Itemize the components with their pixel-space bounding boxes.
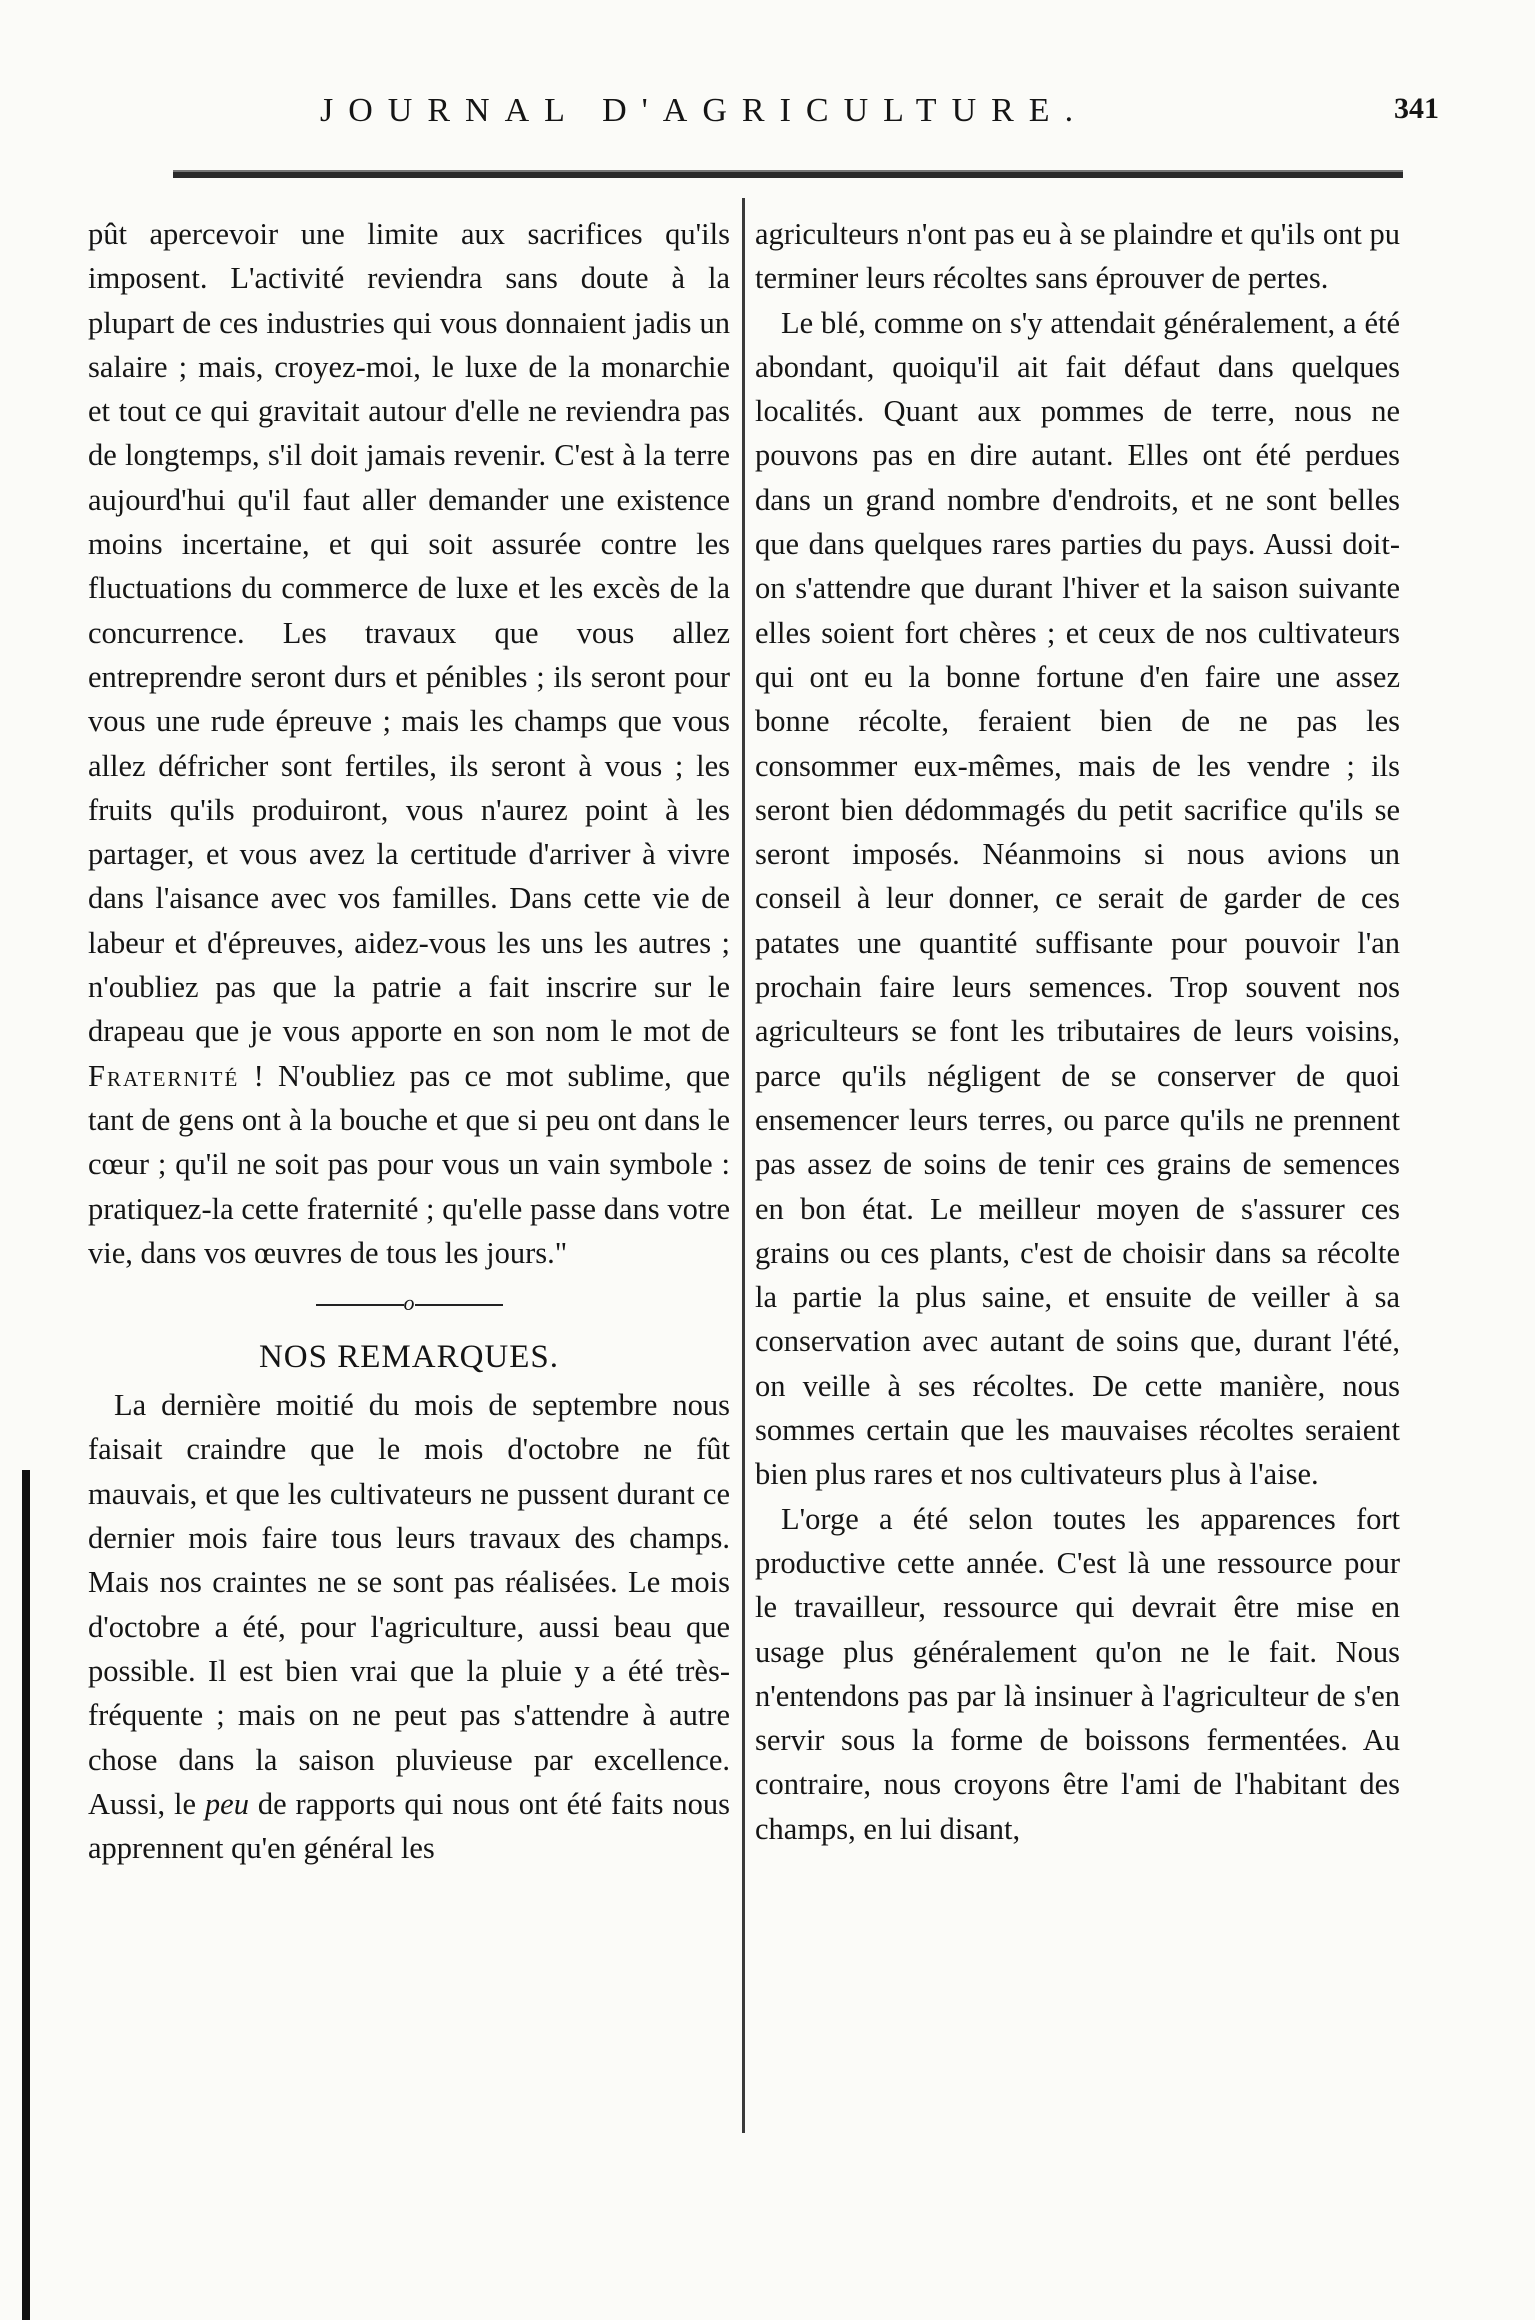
divider-line-left	[316, 1304, 404, 1306]
remarques-text-part2: de rapports qui nous ont été faits nous apprennent qu'en général les	[88, 1786, 731, 1866]
paragraph-orge: L'orge a été selon toutes les apparences fort productive cette année. C'est là une ressource pour le travailleur, ressource qui devrait être mise en usage plus généralement qu'on ne le fait. Nous n'entendons pas par là insinuer à l'agriculteur de s'en servir sous la forme de boissons fermentées. Au contraire, nous croyons être l'ami de l'habitant des champs, en lui disant,	[755, 1501, 1400, 1846]
letter-text-part1: pût apercevoir une limite aux sacrifices qu'ils imposent. L'activité reviendra sans doute à la plupart de ces industries qui vous donnaient jadis un salaire ; mais, croyez-moi, le luxe de la monarchie et tout ce qui gravitait autour d'elle ne reviendra pas de longtemps, s'il doit jamais revenir. C'est à la terre aujourd'hui qu'il faut aller demander une existence moins incertaine, et qui soit assurée contre les fluctuations du commerce de luxe et les excès de la concurrence. Les travaux que vous allez entreprendre seront durs et pénibles ; ils seront pour vous une rude épreuve ; mais les champs que vous allez défricher sont fertiles, ils seront à vous ; les fruits qu'ils produiront, vous n'aurez point à les partager, et vous avez la certitude d'arriver à vivre dans l'aisance avec vos familles. Dans cette vie de labeur et d'épreuves, aidez-vous les uns les autres ; n'oubliez pas que la patrie a fait inscrire sur le drapeau que je vous apporte en son nom le mot de	[88, 217, 730, 1049]
remarques-emphasis: peu	[204, 1786, 249, 1821]
section-heading: NOS REMARQUES.	[258, 1339, 560, 1376]
paragraph-ble: Le blé, comme on s'y attendait généralement, a été abondant, quoiqu'il ait fait défaut dans quelques localités. Quant aux pommes de terre, nous ne pouvons pas en dire autant. Elles ont été perdues dans un grand nombre d'endroits, et ne sont belles que dans quelques rares parties du pays. Aussi doit-on s'attendre que durant l'hiver et la saison suivante elles soient fort chères ; et ceux de nos cultivateurs qui ont eu la bonne fortune d'en faire une assez bonne récolte, feraient bien de ne pas les consommer eux-mêmes, mais de les vendre ; ils seront bien dédommagés du petit sacrifice qu'ils se seront imposés. Néanmoins si nous avions un conseil à leur donner, ce serait de garder de ces patates une quantité suffisante pour pouvoir l'an prochain faire leurs semences. Trop souvent nos agriculteurs se font les tributaires de leurs voisins, parce qu'ils négligent de se conserver de quoi ensemencer leurs terres, ou parce qu'ils ne prennent pas assez de soins de tenir ces grains de semences en bon état. Le meilleur moyen de s'assurer ces grains ou ces plants, c'est de choisir dans sa récolte la partie la plus saine, et ensuite de veiller à sa conservation avec autant de soins que, durant l'été, on veille à ses récoltes. De cette manière, nous sommes certain que les mauvaises récoltes seraient bien plus rares et nos cultivateurs plus à l'aise.	[755, 305, 1400, 1492]
right-column	[755, 212, 1400, 1851]
margin-bar	[22, 1470, 30, 2320]
divider-line-right	[415, 1304, 503, 1306]
header-rule	[173, 170, 1403, 178]
fraternite-word: Fraternité	[88, 1058, 240, 1093]
left-column	[88, 212, 730, 1870]
remarques-text-part1: La dernière moitié du mois de septembre nous faisait craindre que le mois d'octobre ne fût mauvais, et que les cultivateurs ne pussent durant ce dernier mois faire tous leurs travaux des champs. Mais nos craintes ne se sont pas réalisées. Le mois d'octobre a été, pour l'agriculture, aussi beau que possible. Il est bien vrai que la pluie y a été très-fréquente ; mais on ne peut pas s'attendre à autre chose dans la saison pluvieuse par excellence. Aussi, le	[88, 1388, 730, 1821]
running-title: JOURNAL D'AGRICULTURE.	[320, 92, 1089, 129]
column-separator	[742, 198, 745, 2133]
page-header	[0, 92, 1535, 142]
page-number: 341	[1394, 92, 1439, 125]
letter-text-part2: ! N'oubliez pas ce mot sublime, que tant de gens ont à la bouche et que si peu ont dans le cœur ; qu'il ne soit pas pour vous un vain symbole : pratiquez-la cette fraternité ; qu'elle passe dans votre vie, dans vos œuvres de tous les jours."	[88, 1058, 731, 1270]
remarques-paragraph	[88, 1383, 730, 1870]
divider-mark: o	[403, 1290, 415, 1316]
paragraph-continued: agriculteurs n'ont pas eu à se plaindre et qu'ils ont pu terminer leurs récoltes sans éprouver de pertes.	[755, 217, 1400, 296]
section-divider	[88, 1281, 730, 1325]
letter-text	[88, 212, 730, 1275]
